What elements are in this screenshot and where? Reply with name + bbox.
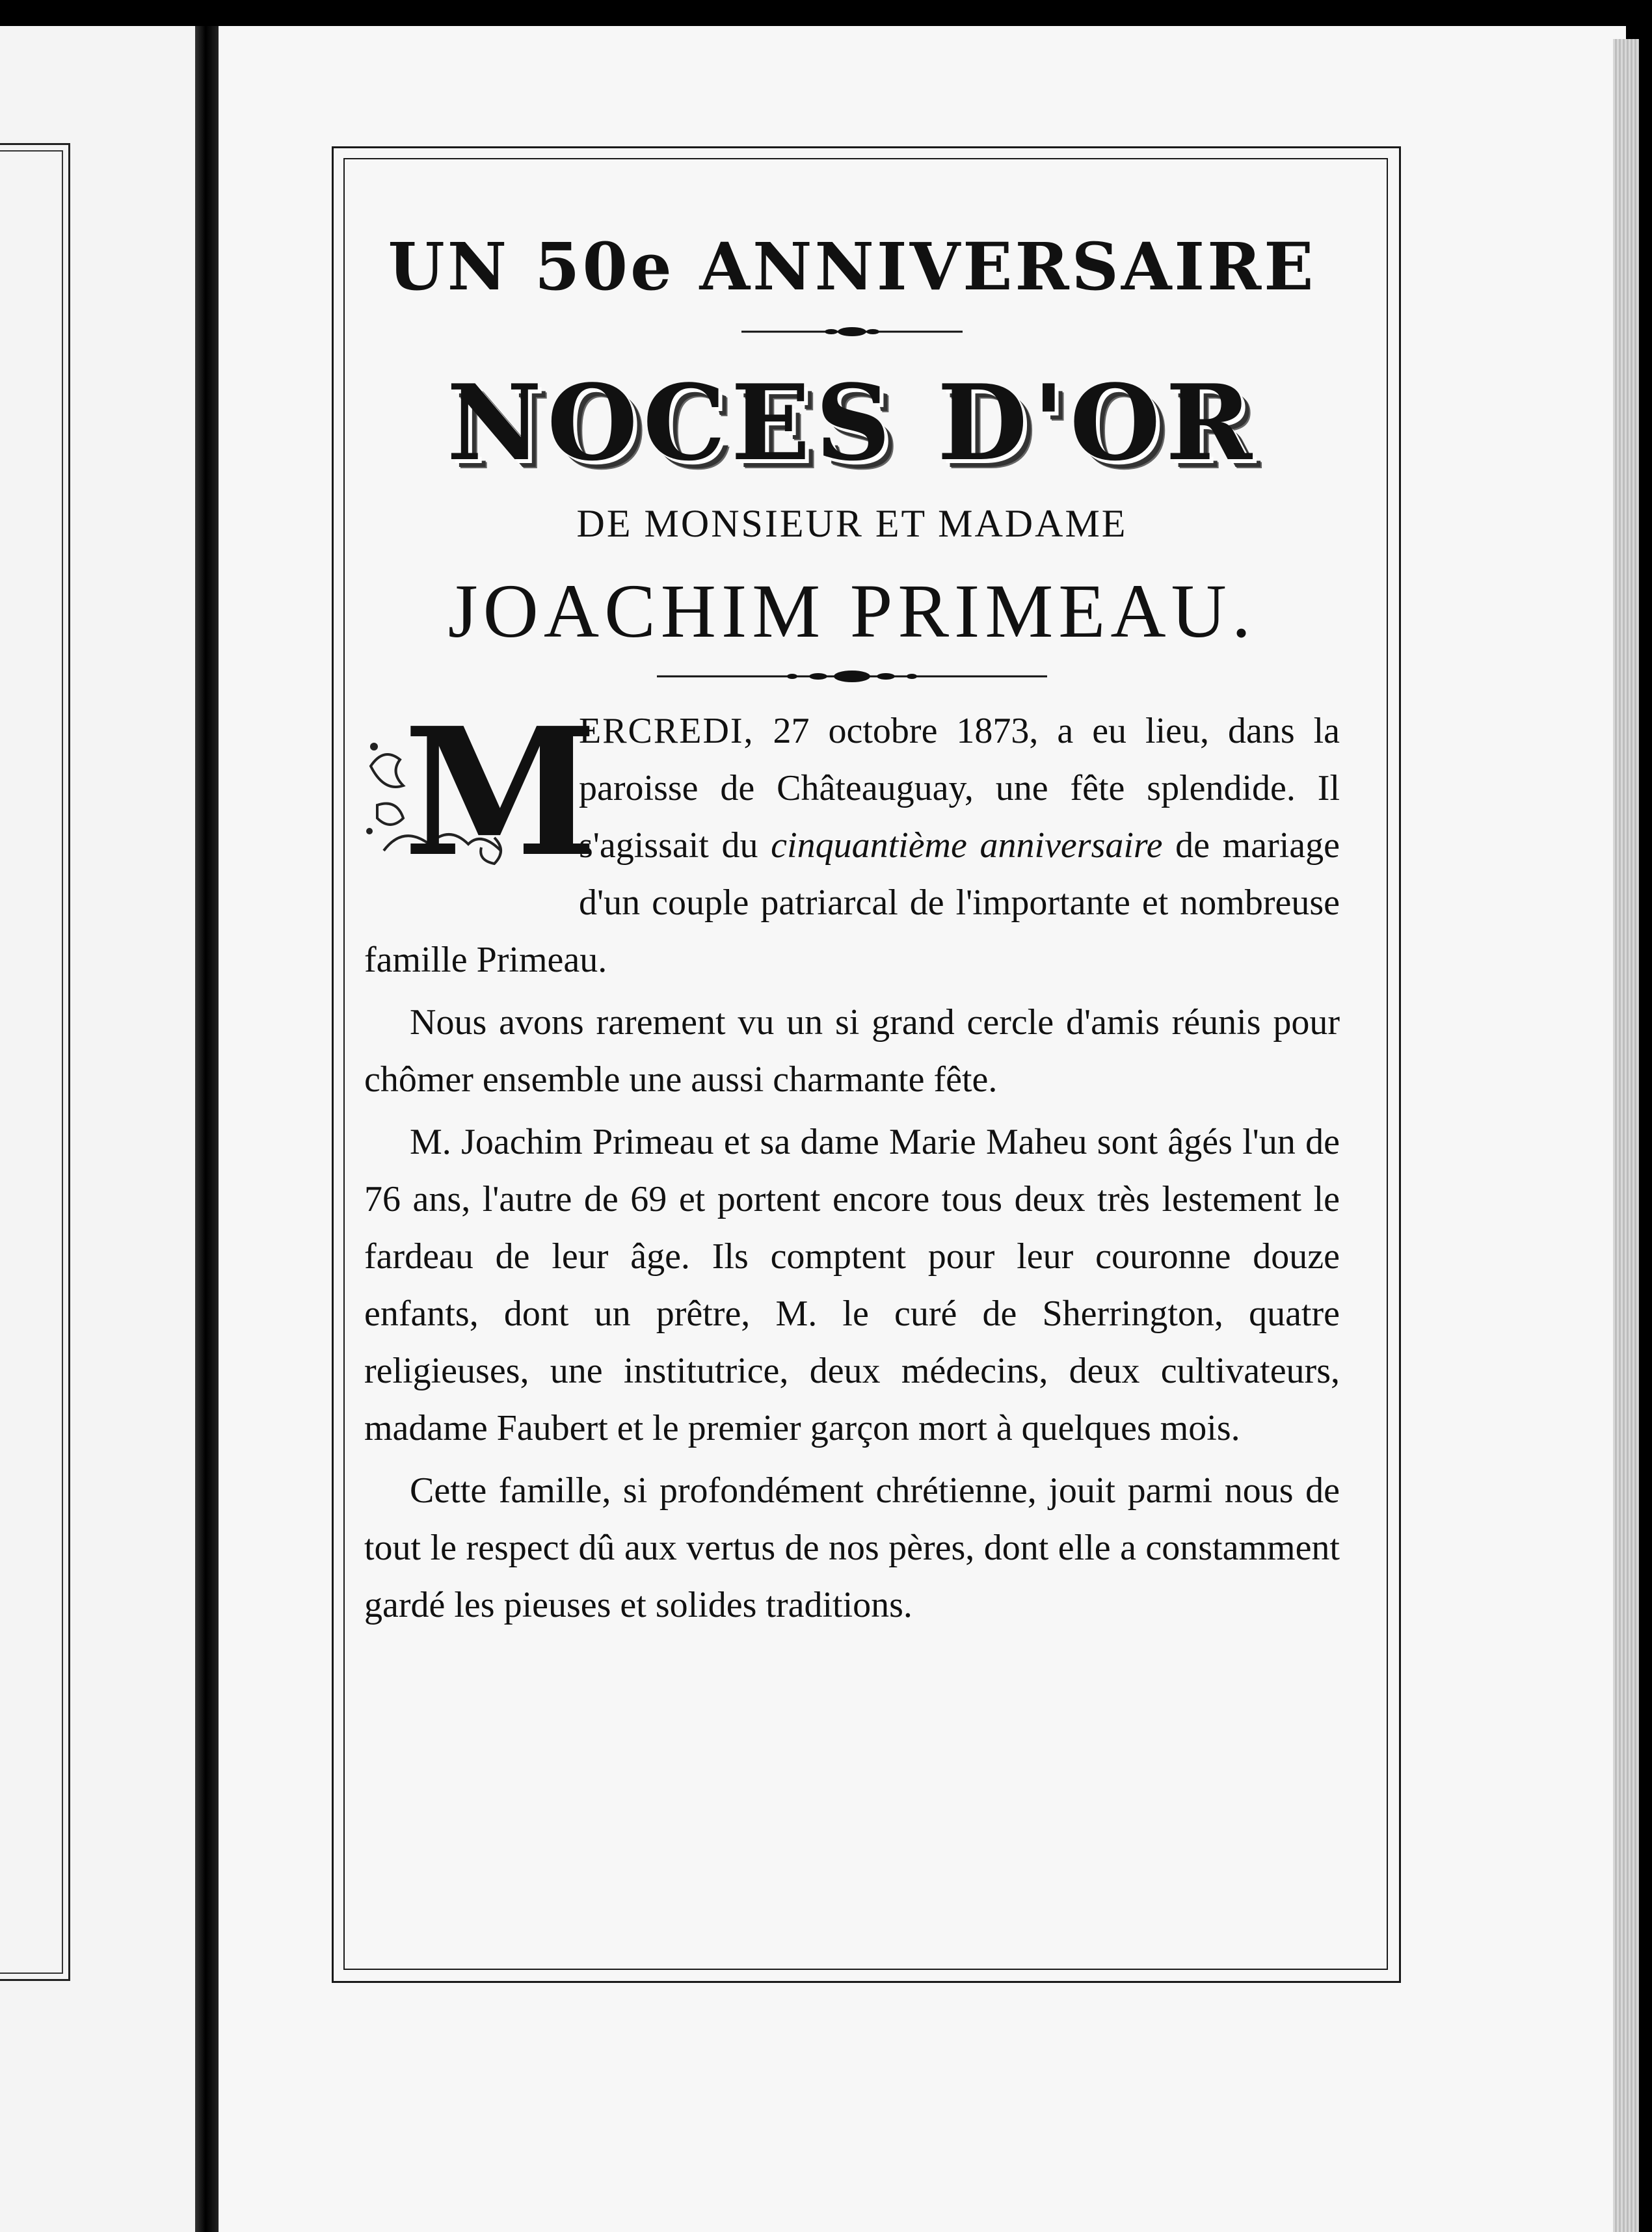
paragraph-3: M. Joachim Primeau et sa dame Marie Maheu sont âgés l'un de 76 ans, l'autre de 69 et portent encore tous deux très lestement le fardeau de leur âge. Ils comptent pour leur couronne douze enfants, dont un prêtre, M. le curé de Sherrington, quatre religieuses, une institutrice, deux médecins, deux cultivateurs, madame Faubert et le premier garçon mort à quelques mois. [364, 1122, 1340, 1448]
previous-page-frame [0, 143, 70, 1981]
scan-border [1639, 0, 1652, 2232]
couple-name: JOACHIM PRIMEAU. [447, 568, 1257, 654]
lead-small-caps: ERCREDI, [579, 711, 754, 751]
subtitle: DE MONSIEUR ET MADAME [576, 502, 1128, 545]
title-noces-dor: NOCES D'OR [446, 362, 1258, 484]
dropcap-letter: M [403, 689, 598, 896]
paragraph-1-part-b: de mariage d'un couple patriarcal de l'importante et nombreuse famille Primeau. [364, 825, 1340, 980]
ornament-rule-small-icon [741, 319, 963, 345]
article [364, 215, 1340, 1639]
paragraph-4: Cette famille, si profondément chrétienne, jouit parmi nous de tout le respect dû aux vertus de nos pères, dont elle a constamment gardé les pieuses et solides traditions. [364, 1470, 1340, 1625]
paragraph-1-italic: cinquantième anniversaire [771, 825, 1163, 866]
previous-page [0, 26, 195, 2232]
article-body [364, 689, 1340, 1634]
paragraph-1-part-a: 27 octobre 1873, a eu lieu, dans la paroisse de Châteauguay, une fête splendide. Il s'agissait du [579, 711, 1340, 866]
paragraph-2: Nous avons rarement vu un si grand cercle d'amis réunis pour chômer ensemble une aussi charmante fête. [364, 1002, 1340, 1100]
ornament-rule-large-icon [657, 663, 1047, 689]
book-gutter [195, 26, 219, 2232]
paragraph-1 [364, 689, 1340, 989]
page-edge [1613, 39, 1639, 2232]
dropcap [358, 689, 598, 896]
anniversary-heading: UN 50e ANNIVERSAIRE [388, 228, 1316, 305]
